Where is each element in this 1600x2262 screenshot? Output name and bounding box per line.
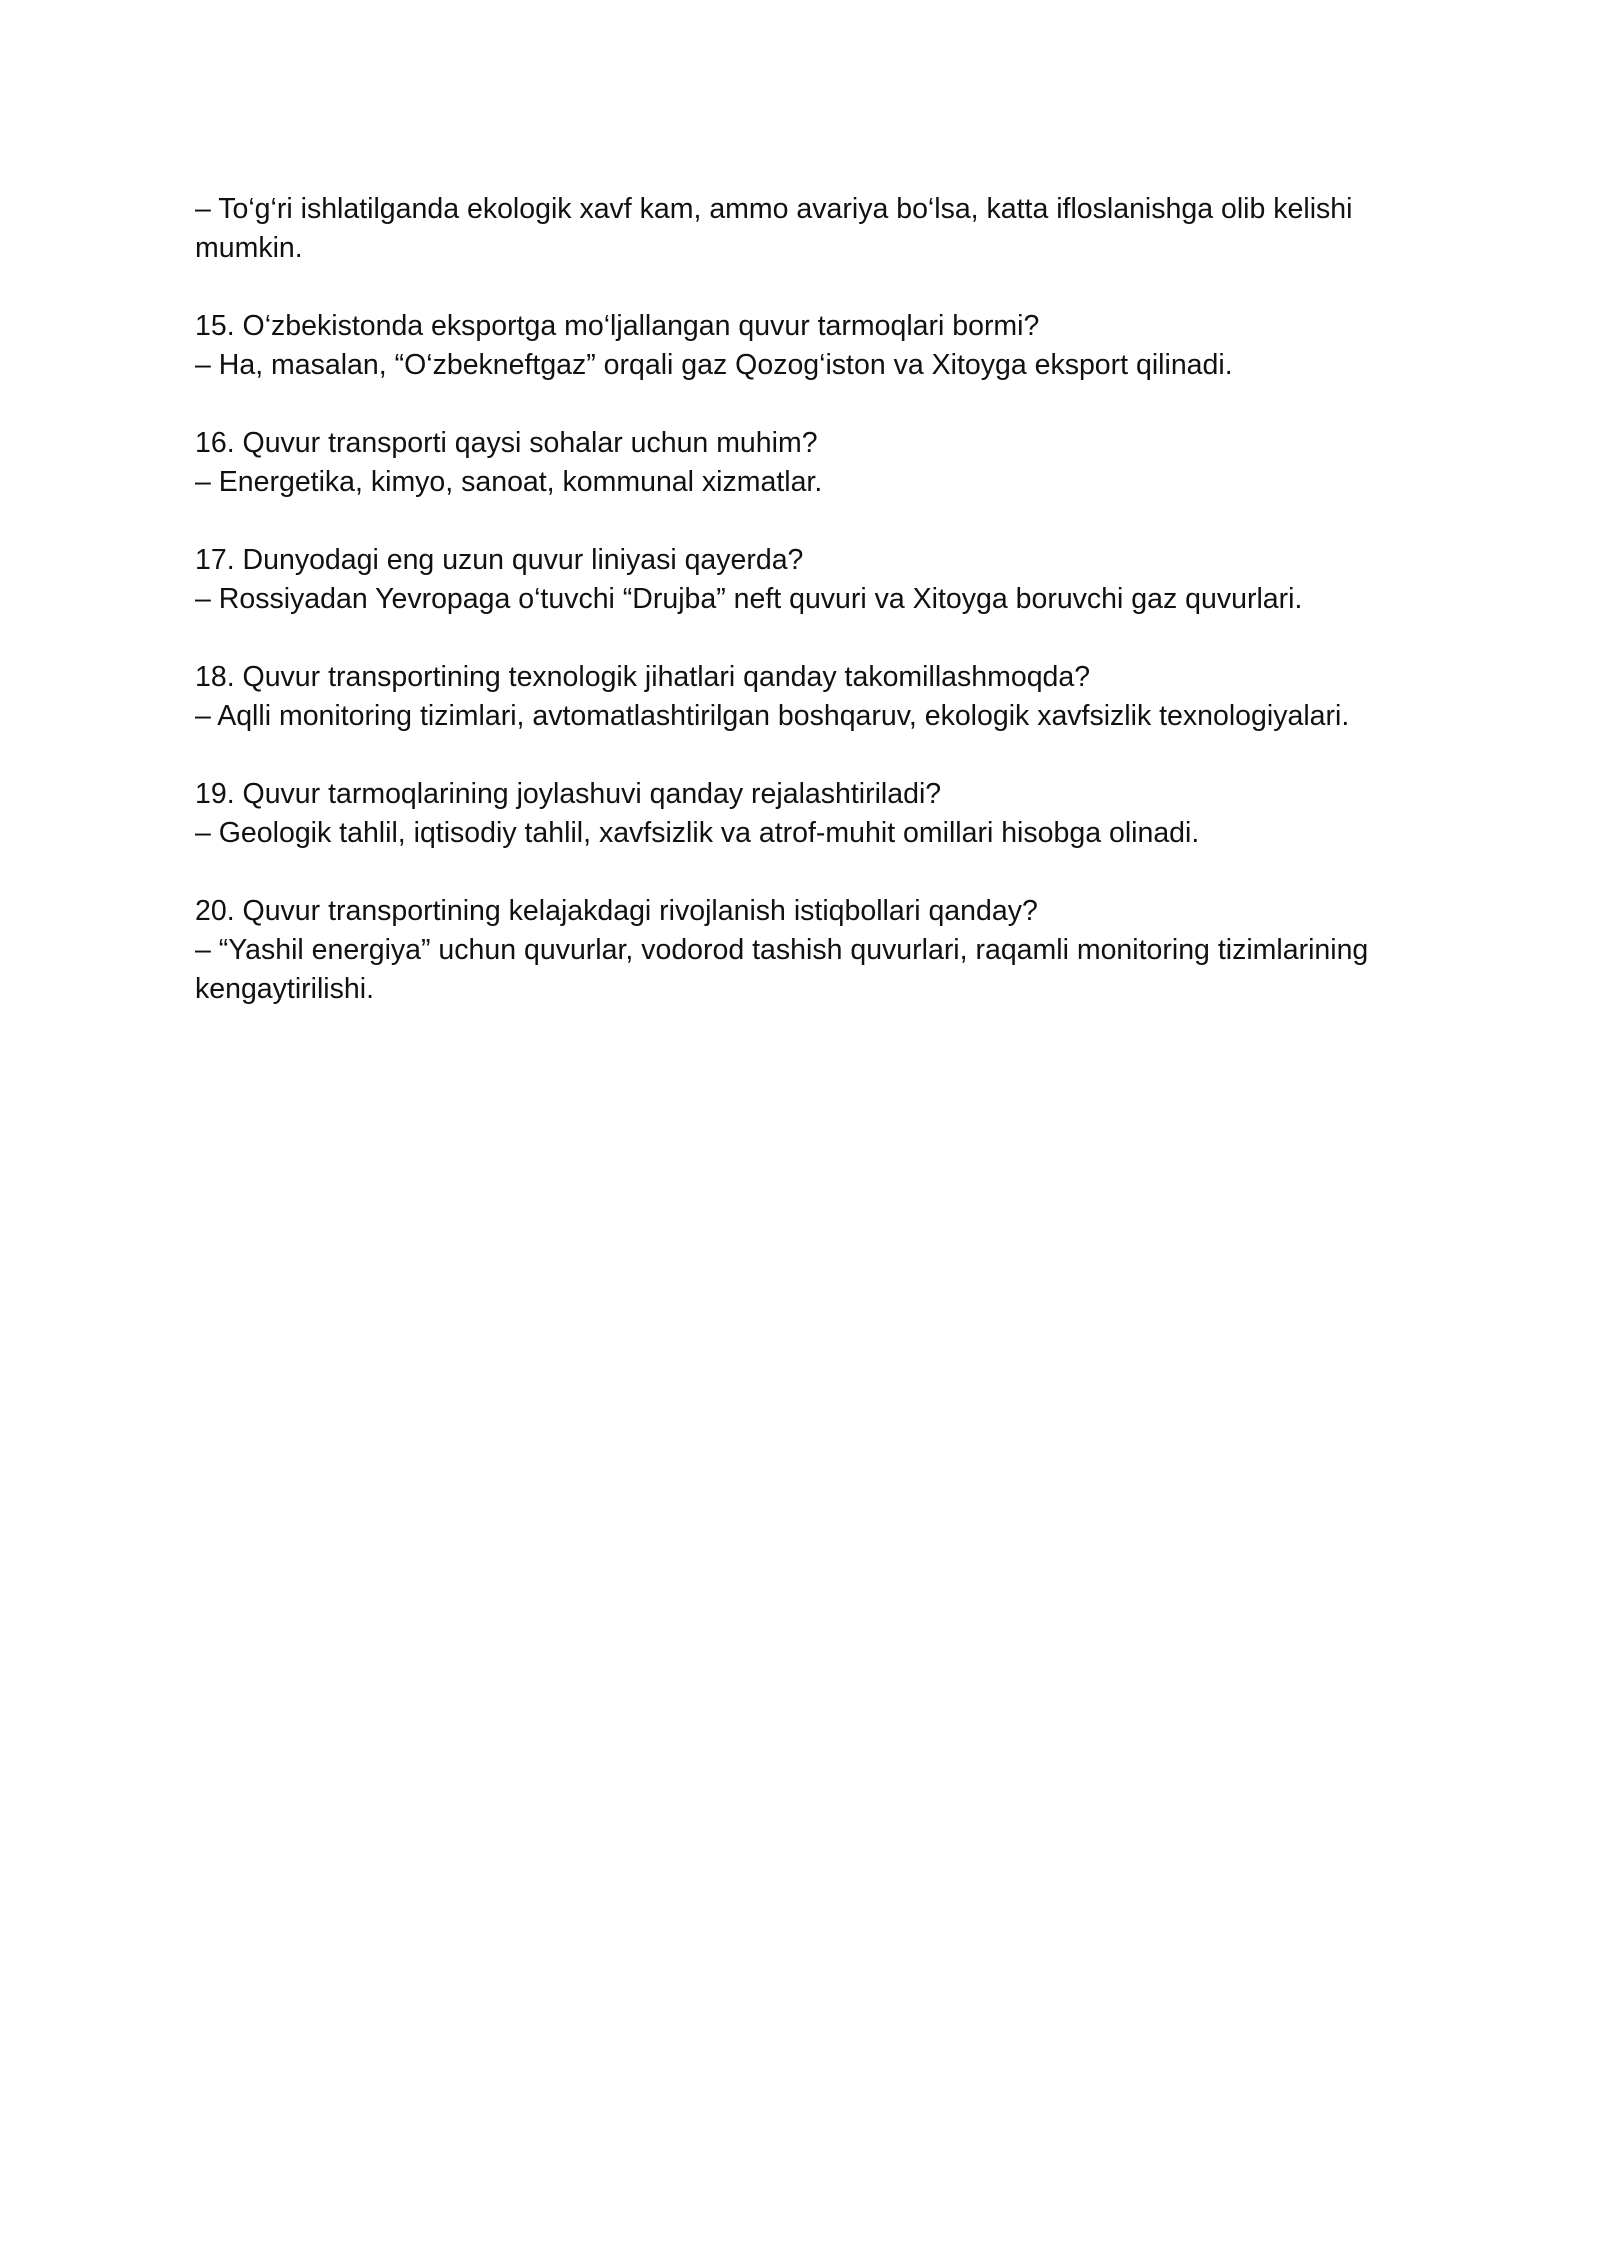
- answer-text: – To‘g‘ri ishlatilganda ekologik xavf kam, ammo avariya bo‘lsa, katta ifloslanishga olib kelishi mumkin.: [195, 193, 1353, 264]
- qa-item-20: [195, 892, 1415, 1009]
- question-text: 18. Quvur transportining texnologik jihatlari qanday takomillashmoqda?: [195, 661, 1091, 693]
- answer-text: – Ha, masalan, “O‘zbekneftgaz” orqali gaz Qozog‘iston va Xitoyga eksport qilinadi.: [195, 349, 1233, 381]
- document-body: [195, 190, 1415, 1048]
- qa-item-15: [195, 307, 1415, 385]
- answer-text: – Geologik tahlil, iqtisodiy tahlil, xavfsizlik va atrof-muhit omillari hisobga olinadi.: [195, 817, 1200, 849]
- qa-item-17: [195, 541, 1415, 619]
- question-text: 20. Quvur transportining kelajakdagi rivojlanish istiqbollari qanday?: [195, 895, 1038, 927]
- intro-block: [195, 190, 1415, 268]
- answer-text: – Rossiyadan Yevropaga o‘tuvchi “Drujba” neft quvuri va Xitoyga boruvchi gaz quvurlari.: [195, 583, 1303, 615]
- qa-item-18: [195, 658, 1415, 736]
- qa-item-19: [195, 775, 1415, 853]
- question-text: 15. O‘zbekistonda eksportga mo‘ljallangan quvur tarmoqlari bormi?: [195, 310, 1040, 342]
- answer-text: – Energetika, kimyo, sanoat, kommunal xizmatlar.: [195, 466, 823, 498]
- answer-text: – “Yashil energiya” uchun quvurlar, vodorod tashish quvurlari, raqamli monitoring tizimlarining kengaytirilishi.: [195, 934, 1369, 1005]
- question-text: 16. Quvur transporti qaysi sohalar uchun muhim?: [195, 427, 818, 459]
- qa-item-16: [195, 424, 1415, 502]
- answer-text: – Aqlli monitoring tizimlari, avtomatlashtirilgan boshqaruv, ekologik xavfsizlik texnologiyalari.: [195, 700, 1350, 732]
- question-text: 17. Dunyodagi eng uzun quvur liniyasi qayerda?: [195, 544, 804, 576]
- question-text: 19. Quvur tarmoqlarining joylashuvi qanday rejalashtiriladi?: [195, 778, 942, 810]
